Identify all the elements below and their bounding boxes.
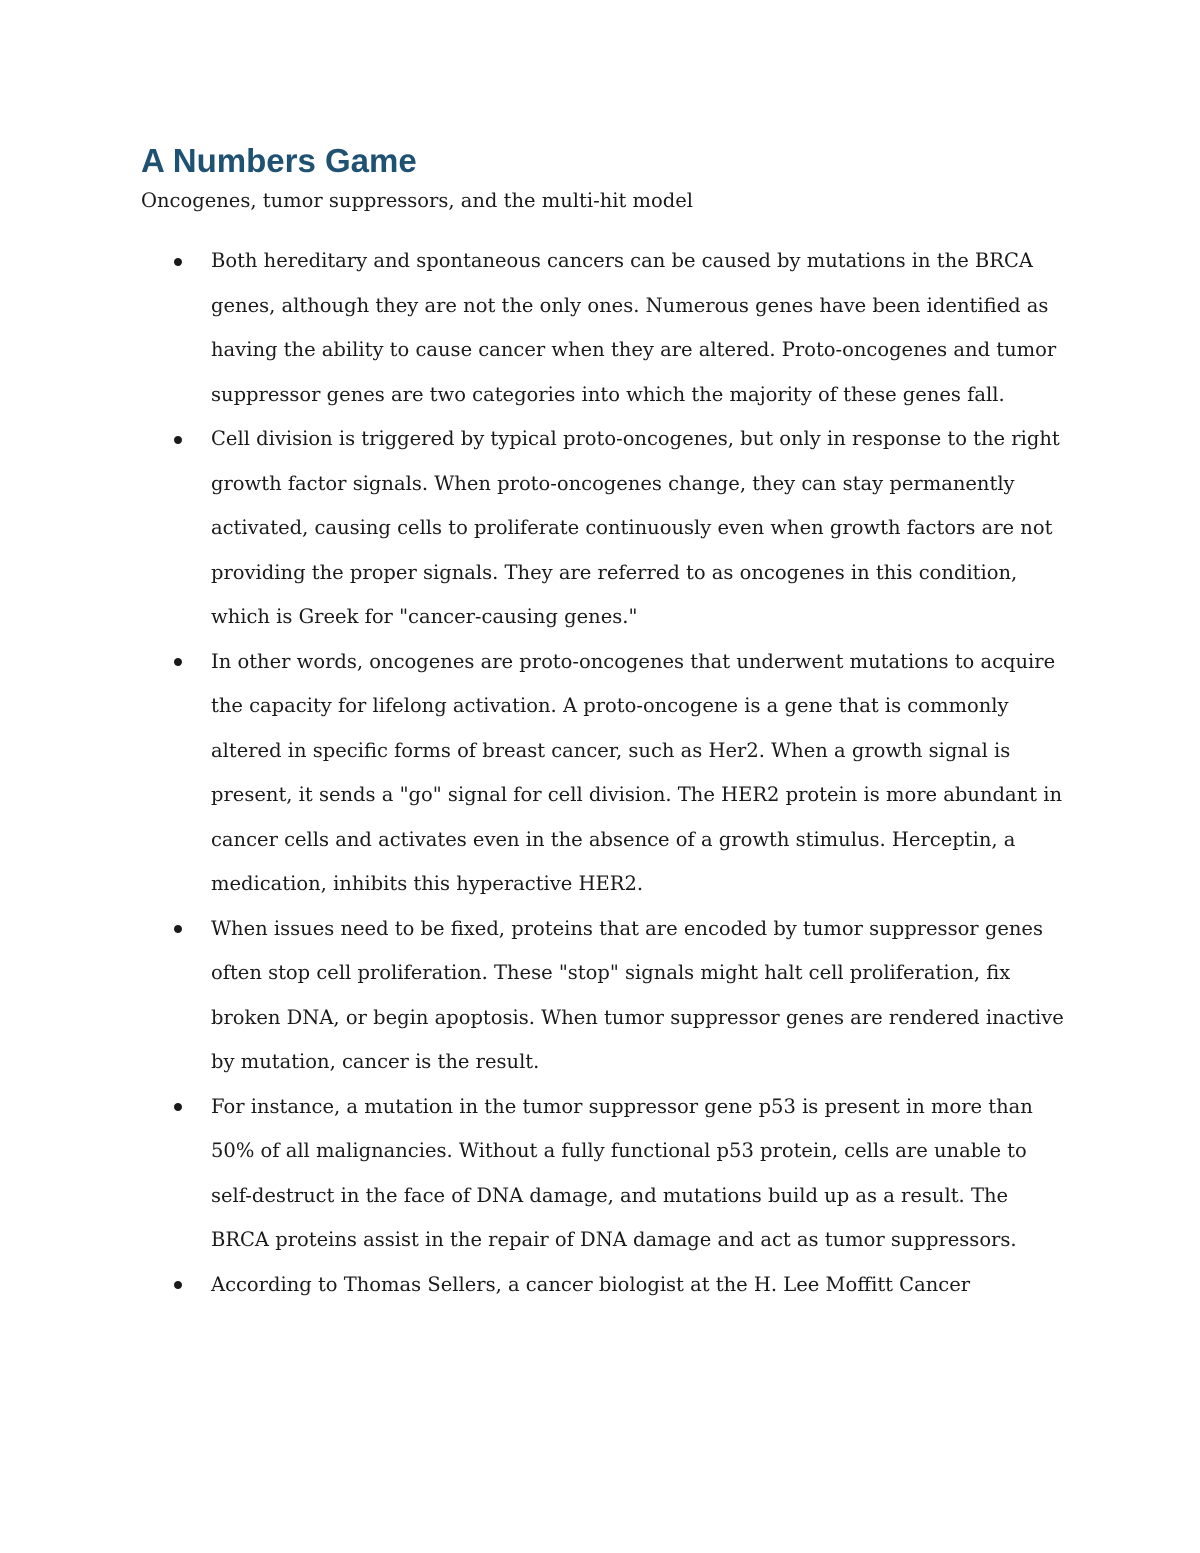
bullet-icon [174, 1103, 182, 1111]
bullet-item [211, 417, 1071, 640]
bullet-text: For instance, a mutation in the tumor suppressor gene p53 is present in more than 50% of all malignancies. Without a fully functional p53 protein, cells are unable to self-destruct in the face of DNA damage, and mutations build up as a result. The BRCA proteins assist in the repair of DNA damage and act as tumor suppressors. [211, 1094, 1033, 1251]
bullet-icon [174, 1281, 182, 1289]
bullet-text: When issues need to be fixed, proteins that are encoded by tumor suppressor genes often stop cell proliferation. These "stop" signals might halt cell proliferation, fix broken DNA, or begin apoptosis. When tumor suppressor genes are rendered inactive by mutation, cancer is the result. [211, 916, 1064, 1073]
bullet-icon [174, 436, 182, 444]
bullet-item [211, 1085, 1071, 1263]
document-title: A Numbers Game [141, 142, 417, 179]
bullet-icon [174, 658, 182, 666]
bullet-text: According to Thomas Sellers, a cancer biologist at the H. Lee Moffitt Cancer [211, 1272, 971, 1296]
bullet-item [211, 239, 1071, 417]
bullet-item [211, 907, 1071, 1085]
bullet-text: Cell division is triggered by typical proto-oncogenes, but only in response to the right growth factor signals. When proto-oncogenes change, they can stay permanently activated, causing cells to proliferate continuously even when growth factors are not providing the proper signals. They are referred to as oncogenes in this condition, which is Greek for "cancer-causing genes." [211, 427, 1060, 628]
document-subtitle: Oncogenes, tumor suppressors, and the multi-hit model [141, 189, 694, 212]
bullet-list [211, 239, 1071, 1307]
bullet-item [211, 640, 1071, 907]
bullet-text: Both hereditary and spontaneous cancers can be caused by mutations in the BRCA genes, although they are not the only ones. Numerous genes have been identified as having the ability to cause cancer when they are altered. Proto-oncogenes and tumor suppressor genes are two categories into which the majority of these genes fall. [211, 249, 1057, 406]
bullet-icon [174, 258, 182, 266]
bullet-item [211, 1263, 1071, 1308]
bullet-text: In other words, oncogenes are proto-oncogenes that underwent mutations to acquire the capacity for lifelong activation. A proto-oncogene is a gene that is commonly altered in specific forms of breast cancer, such as Her2. When a growth signal is present, it sends a "go" signal for cell division. The HER2 protein is more abundant in cancer cells and activates even in the absence of a growth stimulus. Herceptin, a medication, inhibits this hyperactive HER2. [211, 649, 1063, 895]
bullet-icon [174, 925, 182, 933]
